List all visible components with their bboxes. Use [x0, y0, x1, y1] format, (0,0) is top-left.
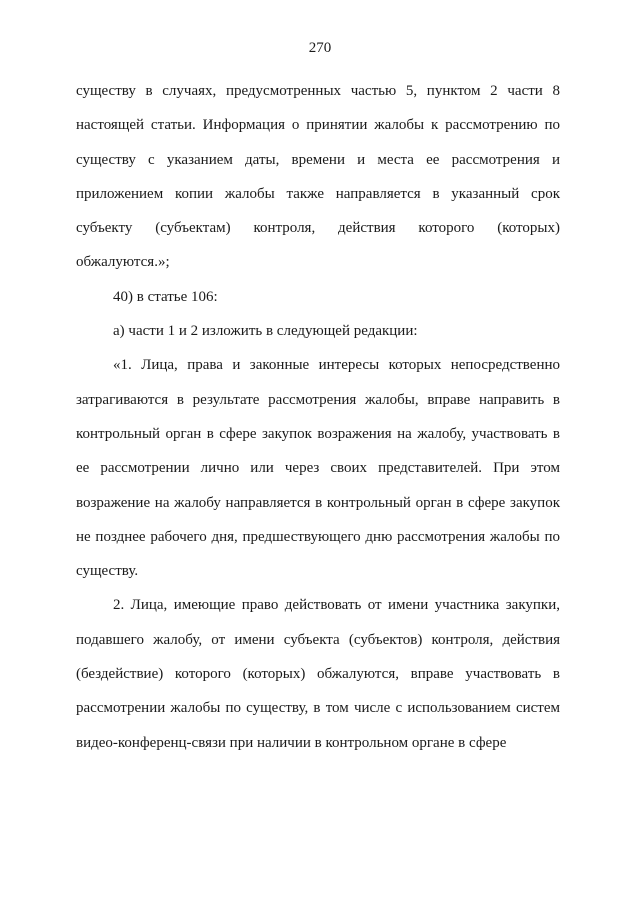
document-body: [76, 74, 560, 760]
page-number: 270: [308, 40, 332, 56]
paragraph-subitem-a: а) части 1 и 2 изложить в следующей редакции:: [113, 323, 418, 340]
paragraph-item-40: 40) в статье 106:: [113, 288, 218, 305]
paragraph-part-1: «1. Лица, права и законные интересы которых непосредственно затрагиваются в результате рассмотрения жалобы, вправе направить в контрольный орган в сфере закупок возражения на жалобу, участвовать в ее рассмотрении лично или через своих представителей. При этом возражение на жалобу направляется в контрольный орган в сфере закупок не позднее рабочего дня, предшествующего дню рассмотрения жалобы по существу.: [76, 357, 560, 580]
paragraph-continuation: существу в случаях, предусмотренных частью 5, пунктом 2 части 8 настоящей статьи. Информация о принятии жалобы к рассмотрению по существу с указанием даты, времени и места ее рассмотрения и приложением копии жалобы также направляется в указанный срок субъекту (субъектам) контроля, действия которого (которых) обжалуются.»;: [76, 83, 560, 271]
paragraph-part-2: 2. Лица, имеющие право действовать от имени участника закупки, подавшего жалобу, от имени субъекта (субъектов) контроля, действия (бездействие) которого (которых) обжалуются, вправе участвовать в рассмотрении жалобы по существу, в том числе с использованием систем видео-конференц-связи при наличии в контрольном органе в сфере: [76, 597, 560, 751]
